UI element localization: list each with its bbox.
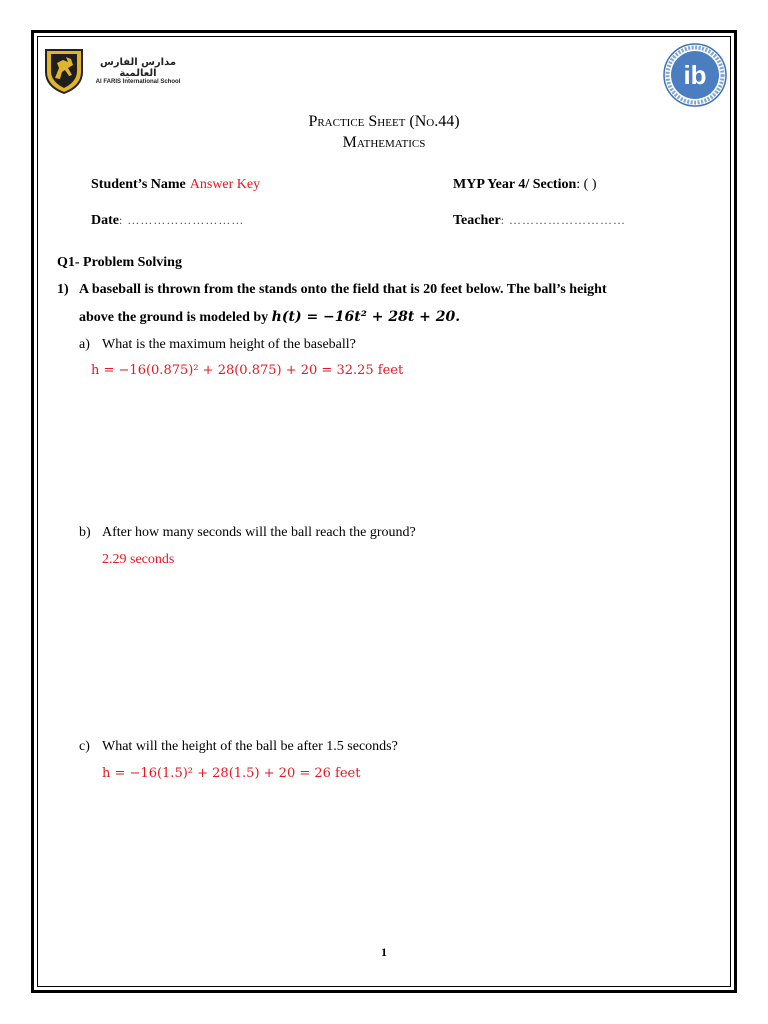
school-name-arabic: مدارس الفارس العالمية [99, 56, 177, 79]
shield-knight-icon [44, 48, 84, 94]
question-1-text-line2: above the ground is modeled by [79, 310, 269, 325]
part-b-answer-text: 2.29 seconds [102, 552, 175, 567]
part-a-answer: h = −16(0.875)² + 28(0.875) + 20 = 32.25 feet [91, 363, 404, 378]
part-b-question: After how many seconds will the ball reach the ground? [102, 525, 416, 540]
school-name-english: Al FARIS International School [95, 78, 181, 85]
page-number: 1 [381, 945, 387, 959]
page-title: Practice Sheet (No.44) [308, 113, 460, 130]
section-heading: Q1- Problem Solving [57, 255, 182, 270]
part-b-label: b) [79, 525, 91, 540]
teacher-row [453, 211, 626, 229]
teacher-label: Teacher [453, 213, 501, 228]
school-logo [44, 48, 184, 94]
ib-logo-icon [662, 42, 728, 108]
part-a-label: a) [79, 337, 90, 352]
student-name-row [91, 175, 260, 193]
teacher-value: : ……………………… [500, 213, 627, 227]
part-a-question: What is the maximum height of the baseball? [102, 337, 356, 352]
part-c-answer: h = −16(1.5)² + 28(1.5) + 20 = 26 feet [102, 766, 361, 781]
question-1-model: h(t) = −16t² + 28t + 20. [271, 309, 461, 325]
myp-section-row [453, 175, 596, 193]
myp-value: : ( ) [576, 177, 597, 192]
date-label: Date [91, 213, 119, 228]
date-value: : ……………………… [119, 213, 245, 227]
myp-label: MYP Year 4/ Section [453, 177, 577, 192]
page-subtitle: Mathematics [342, 134, 426, 151]
ib-logo-letters: ib [683, 60, 707, 90]
date-row [91, 211, 244, 229]
student-name-value: Answer Key [189, 177, 261, 192]
question-1-text-line2-row [79, 309, 460, 326]
part-c-question: What will the height of the ball be after 1.5 seconds? [102, 739, 398, 754]
part-c-label: c) [79, 739, 90, 754]
question-1-number: 1) [57, 282, 69, 297]
student-name-label: Student’s Name [91, 177, 186, 192]
question-1-text-line1: A baseball is thrown from the stands onto the field that is 20 feet below. The ball’s height [79, 282, 607, 297]
